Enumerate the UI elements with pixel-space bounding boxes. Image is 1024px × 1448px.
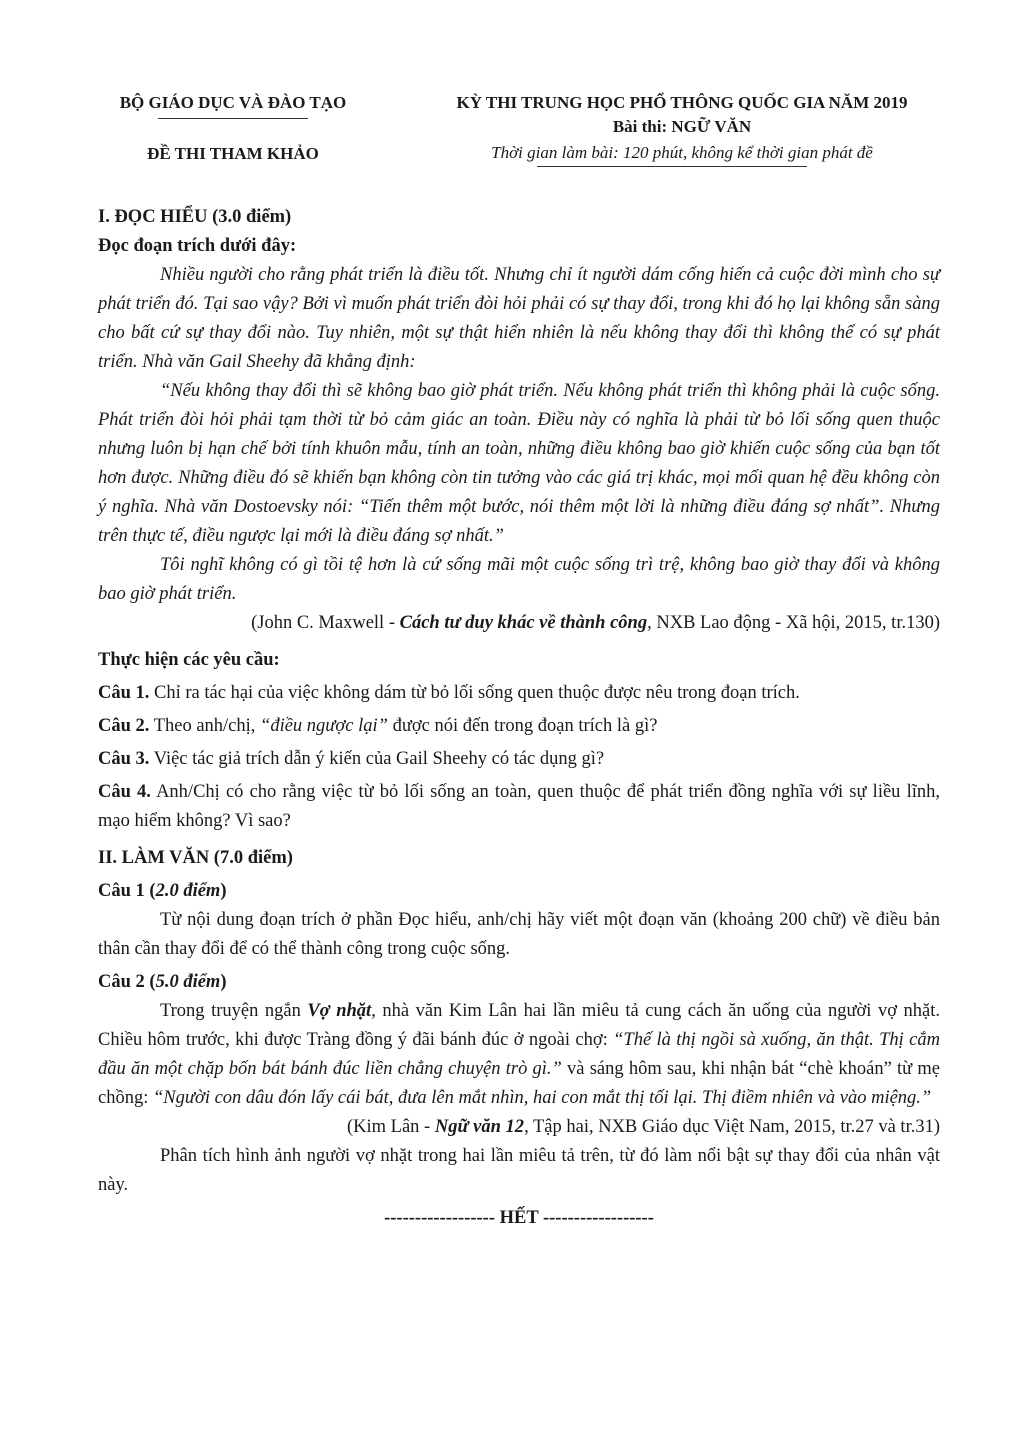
essay-1-text: Từ nội dung đoạn trích ở phần Đọc hiểu, anh/chị hãy viết một đoạn văn (khoảng 200 chữ) về điều bản thân cần thay đổi để có thể thành công trong cuộc sống. bbox=[98, 910, 940, 959]
essay-2-source-publisher: , Tập hai, NXB Giáo dục Việt Nam, 2015, tr.27 và tr.31) bbox=[524, 1117, 940, 1137]
question-3 bbox=[98, 745, 940, 774]
header-left bbox=[98, 90, 368, 167]
source-book-title: Cách tư duy khác về thành công bbox=[399, 613, 648, 633]
question-4 bbox=[98, 778, 940, 836]
essay-1-points: 2.0 điểm bbox=[155, 881, 221, 901]
header-right bbox=[412, 90, 952, 167]
question-4-text: Anh/Chị có cho rằng việc từ bỏ lối sống an toàn, quen thuộc để phát triển đồng nghĩa với sự liều lĩnh, mạo hiểm không? Vì sao? bbox=[98, 782, 940, 831]
question-3-label: Câu 3. bbox=[98, 749, 150, 769]
passage-source bbox=[98, 609, 940, 638]
duration-underline bbox=[537, 166, 807, 167]
source-publisher: , NXB Lao động - Xã hội, 2015, tr.130) bbox=[647, 613, 940, 633]
essay-2-text-1: Trong truyện ngắn bbox=[160, 1001, 308, 1021]
exam-subject: Bài thi: NGỮ VĂN bbox=[612, 117, 752, 136]
part2-heading: II. LÀM VĂN (7.0 điểm) bbox=[98, 848, 293, 868]
question-1 bbox=[98, 679, 940, 708]
part1-heading: I. ĐỌC HIỂU (3.0 điểm) bbox=[98, 207, 292, 227]
tasks-heading: Thực hiện các yêu cầu: bbox=[98, 650, 280, 670]
essay-2-task: Phân tích hình ảnh người vợ nhặt trong hai lần miêu tả trên, từ đó làm nổi bật sự thay đổi của nhân vật này. bbox=[98, 1146, 940, 1195]
question-2-text-post: được nói đến trong đoạn trích là gì? bbox=[387, 716, 658, 736]
exam-body bbox=[98, 203, 940, 1233]
source-author: (John C. Maxwell - bbox=[251, 613, 400, 633]
essay-2-source-book: Ngữ văn 12 bbox=[434, 1117, 525, 1137]
essay-2-points: 5.0 điểm bbox=[155, 972, 221, 992]
essay-2-close: ) bbox=[220, 972, 227, 992]
essay-2-source-author: (Kim Lân - bbox=[347, 1117, 435, 1137]
exam-duration: Thời gian làm bài: 120 phút, không kể thời gian phát đề bbox=[491, 143, 873, 162]
essay-1-label: Câu 1 ( bbox=[98, 881, 156, 901]
essay-2-source bbox=[98, 1113, 940, 1142]
essay-1-close: ) bbox=[220, 881, 227, 901]
ministry-name: BỘ GIÁO DỤC VÀ ĐÀO TẠO bbox=[119, 93, 347, 112]
end-marker: ------------------ HẾT ------------------ bbox=[384, 1208, 654, 1228]
question-2-text-pre: Theo anh/chị, bbox=[149, 716, 261, 736]
question-2-quote: “điều ngược lại” bbox=[260, 716, 388, 736]
document-type: ĐỀ THI THAM KHẢO bbox=[147, 144, 319, 163]
exam-title: KỲ THI TRUNG HỌC PHỔ THÔNG QUỐC GIA NĂM 2019 bbox=[456, 93, 908, 112]
essay-2-label: Câu 2 ( bbox=[98, 972, 156, 992]
question-1-text: Chỉ ra tác hại của việc không dám từ bỏ lối sống quen thuộc được nêu trong đoạn trích. bbox=[149, 683, 800, 703]
essay-1-heading bbox=[98, 877, 940, 906]
essay-2-text bbox=[98, 997, 940, 1113]
question-2-label: Câu 2. bbox=[98, 716, 150, 736]
passage-paragraph-2: “Nếu không thay đổi thì sẽ không bao giờ phát triển. Nếu không phát triển thì không phải là cuộc sống. Phát triển đòi hỏi phải tạm thời từ bỏ cảm giác an toàn. Điều này có nghĩa là phải từ bỏ lối sống quen thuộc nhưng luôn bị hạn chế bởi tính khuôn mẫu, tính an toàn, những điều không bao giờ khiến cuộc sống của bạn tốt hơn được. Những điều đó sẽ khiến bạn không còn tin tưởng vào các giá trị khác, mọi mối quan hệ đều không còn ý nghĩa. Nhà văn Dostoevsky nói: “Tiến thêm một bước, nói thêm một lời là những điều đáng sợ nhất”. Nhưng trên thực tế, điều ngược lại mới là điều đáng sợ nhất.” bbox=[98, 381, 940, 546]
question-2 bbox=[98, 712, 940, 741]
essay-2-text-3: và sáng hôm sau, khi nhận bát “chè khoán” từ mẹ chồng: bbox=[98, 1059, 940, 1108]
essay-2-work-title: Vợ nhặt bbox=[307, 1001, 372, 1021]
passage-paragraph-3: Tôi nghĩ không có gì tồi tệ hơn là cứ sống mãi một cuộc sống trì trệ, không bao giờ thay đổi và không bao giờ phát triển. bbox=[98, 555, 940, 604]
question-1-label: Câu 1. bbox=[98, 683, 150, 703]
essay-2-heading bbox=[98, 968, 940, 997]
essay-2-quote-2: “Người con dâu đón lấy cái bát, đưa lên mắt nhìn, hai con mắt thị tối lại. Thị điềm nhiên và vào miệng.” bbox=[152, 1088, 932, 1108]
essay-2-quote-1: “Thế là thị ngồi sà xuống, ăn thật. Thị cắm đầu ăn một chặp bốn bát bánh đúc liền chẳng chuyện trò gì.” bbox=[98, 1030, 941, 1079]
question-3-text: Việc tác giả trích dẫn ý kiến của Gail Sheehy có tác dụng gì? bbox=[149, 749, 605, 769]
passage-paragraph-1: Nhiều người cho rằng phát triển là điều tốt. Nhưng chỉ ít người dám cống hiến cả cuộc đời mình cho sự phát triển đó. Tại sao vậy? Bởi vì muốn phát triển đòi hỏi phải có sự thay đổi, trong khi đó họ lại không sẵn sàng cho bất cứ sự thay đổi nào. Tuy nhiên, một sự thật hiển nhiên là nếu không thay đổi thì không thể có sự phát triển. Nhà văn Gail Sheehy đã khẳng định: bbox=[98, 265, 940, 372]
ministry-underline bbox=[158, 118, 308, 119]
part1-instruction: Đọc đoạn trích dưới đây: bbox=[98, 236, 297, 256]
question-4-label: Câu 4. bbox=[98, 782, 151, 802]
essay-2-text-2: , nhà văn Kim Lân hai lần miêu tả cung cách ăn uống của người vợ nhặt. Chiều hôm trước, khi được Tràng đồng ý đãi bánh đúc ở ngoài chợ: bbox=[98, 1001, 940, 1050]
